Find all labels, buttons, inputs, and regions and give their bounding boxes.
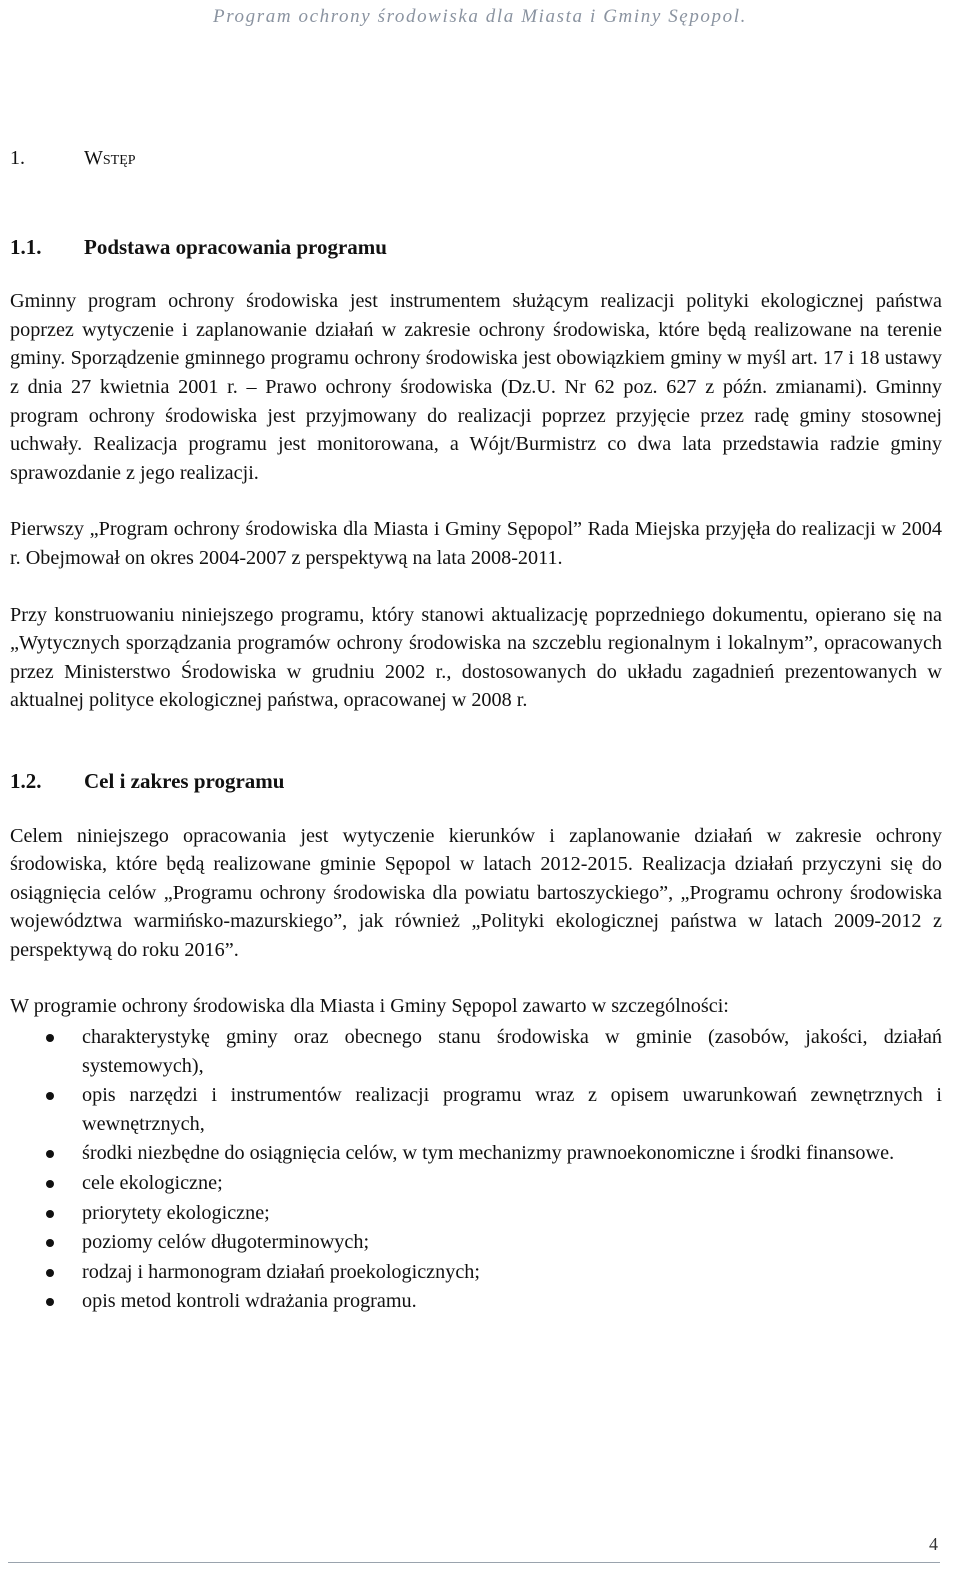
bullet-icon xyxy=(46,1034,54,1042)
document-body xyxy=(10,136,942,1317)
paragraph: Gminny program ochrony środowiska jest instrumentem służącym realizacji polityki ekologicznej państwa poprzez wytyczenie i zaplanowanie działań w zakresie ochrony środowiska, które będą realizowane na terenie gminy. Sporządzenie gminnego programu ochrony środowiska jest obowiązkiem gminy w myśl art. 17 i 18 ustawy z dnia 27 kwietnia 2001 r. – Prawo ochrony środowiska (Dz.U. Nr 62 poz. 627 z późn. zmianami). Gminny program ochrony środowiska jest przyjmowany do realizacji poprzez przyjęcie przez radę gminy stosownej uchwały. Realizacja programu jest monitorowana, a Wójt/Burmistrz co dwa lata przedstawia radzie gminy sprawozdanie z jego realizacji. xyxy=(10,290,942,484)
bullet-icon xyxy=(46,1180,54,1188)
list-item-text: priorytety ekologiczne; xyxy=(82,1201,270,1224)
list-item xyxy=(10,1139,942,1168)
bullet-list xyxy=(10,1023,942,1316)
list-item-text: opis metod kontroli wdrażania programu. xyxy=(82,1290,417,1313)
running-header: Program ochrony środowiska dla Miasta i Gminy Sępopol. xyxy=(213,6,747,27)
list-item xyxy=(10,1287,942,1316)
section-1-title: Wstęp xyxy=(84,147,136,169)
paragraph: Przy konstruowaniu niniejszego programu, który stanowi aktualizację poprzedniego dokumentu, opierano się na „Wytycznych sporządzania programów ochrony środowiska na szczeblu regionalnym i lokalnym”, opracowanych przez Ministerstwo Środowiska w grudniu 2002 r., dostosowanych do układu zagadnień prezentowanych w aktualnej polityce ekologicznej państwa, opracowanej w 2008 r. xyxy=(10,603,942,712)
list-item-text: charakterystykę gminy oraz obecnego stanu środowiska w gminie (zasobów, jakości, działań systemowych), xyxy=(82,1026,942,1077)
paragraph: Pierwszy „Program ochrony środowiska dla Miasta i Gminy Sępopol” Rada Miejska przyjęła do realizacji w 2004 r. Obejmował on okres 2004-2007 z perspektywą na lata 2008-2011. xyxy=(10,518,942,569)
section-1-2-title: Cel i zakres programu xyxy=(84,768,285,793)
section-1-heading xyxy=(10,144,942,173)
list-item xyxy=(10,1258,942,1287)
footer-divider xyxy=(8,1562,940,1563)
list-item xyxy=(10,1228,942,1257)
list-item xyxy=(10,1081,942,1138)
list-item-text: cele ekologiczne; xyxy=(82,1172,223,1195)
bullet-icon xyxy=(46,1269,54,1277)
section-1-1-number: 1.1. xyxy=(10,234,42,259)
bullet-icon xyxy=(46,1210,54,1218)
list-item-text: opis narzędzi i instrumentów realizacji programu wraz z opisem uwarunkowań zewnętrznych i wewnętrznych, xyxy=(82,1084,942,1135)
section-1-2-number: 1.2. xyxy=(10,768,42,793)
list-item xyxy=(10,1023,942,1080)
section-1-2-heading xyxy=(10,767,942,796)
paragraph: W programie ochrony środowiska dla Miasta i Gminy Sępopol zawarto w szczególności: xyxy=(10,995,729,1018)
bullet-icon xyxy=(46,1092,54,1100)
page-number: 4 xyxy=(929,1534,938,1554)
bullet-icon xyxy=(46,1239,54,1247)
section-1-1-title: Podstawa opracowania programu xyxy=(84,234,387,259)
list-item xyxy=(10,1169,942,1198)
list-item-text: rodzaj i harmonogram działań proekologicznych; xyxy=(82,1260,480,1283)
list-item xyxy=(10,1199,942,1228)
list-item-text: poziomy celów długoterminowych; xyxy=(82,1231,370,1254)
paragraph: Celem niniejszego opracowania jest wytyczenie kierunków i zaplanowanie działań w zakresie ochrony środowiska, które będą realizowane gminie Sępopol w latach 2012-2015. Realizacja działań przyczyni się do osiągnięcia celów „Programu ochrony środowiska dla powiatu bartoszyckiego”, „Programu ochrony środowiska województwa warmińsko-mazurskiego”, jak również „Polityki ekologicznej państwa w latach 2009-2012 z perspektywą do roku 2016”. xyxy=(10,824,942,961)
bullet-icon xyxy=(46,1150,54,1158)
list-item-text: środki niezbędne do osiągnięcia celów, w tym mechanizmy prawnoekonomiczne i środki finansowe. xyxy=(82,1142,895,1165)
bullet-icon xyxy=(46,1298,54,1306)
section-1-1-heading xyxy=(10,233,942,262)
section-1-number: 1. xyxy=(10,147,25,169)
